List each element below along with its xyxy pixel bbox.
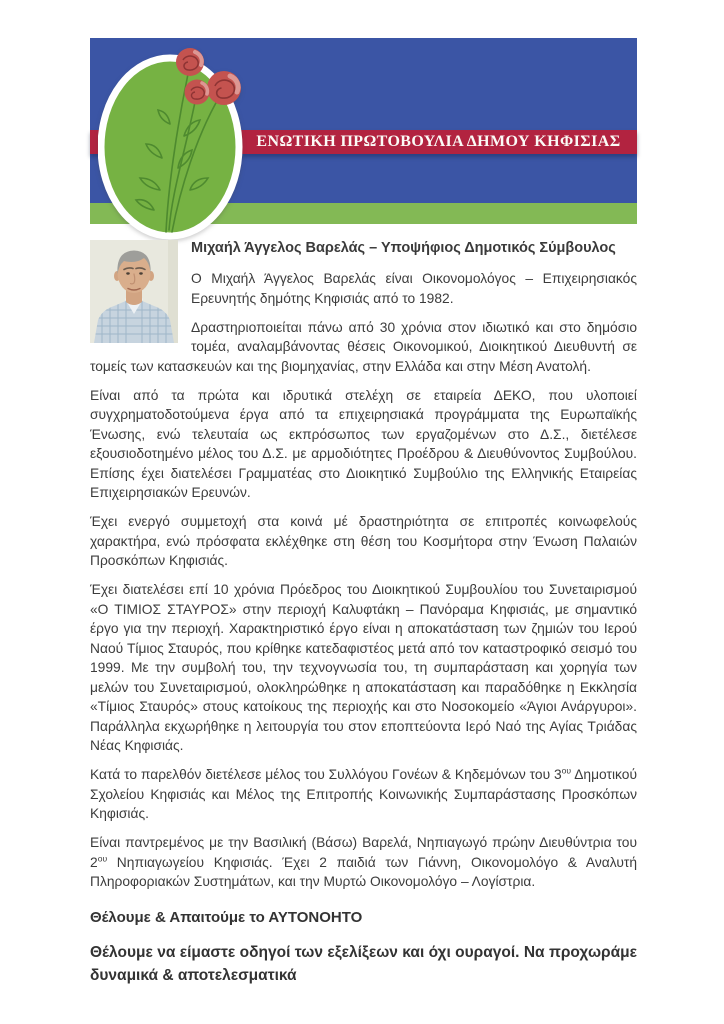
rose-icon — [207, 71, 241, 105]
bio-paragraph: Έχει διατελέσει επί 10 χρόνια Πρόεδρος του Διοικητικού Συμβουλίου του Συνεταιρισμού «Ο ΤΙΜΙΟΣ ΣΤΑΥΡΟΣ» στην περιοχή Καλυφτάκη – Πανόραμα Κηφισιάς, με σημαντικό έργο για την περιοχή. Χαρακτηριστικό έργο είναι η αποκατάσταση των ζημιών του Ιερού Ναού Τίμιος Σταυρός, που κρίθηκε κατεδαφιστέος μετά από τον καταστροφικό σεισμό του 1999. Με την συμβολή του, την τεχνογνωσία του, τη συμπαράσταση και χορηγία των μελών του Συνεταιρισμού, ολοκληρώθηκε η αποκατάσταση και παραδόθηκε η Εκκλησία «Τίμιος Σταυρός» στους κατοίκους της περιοχής και στο Νοσοκομείο «Άγιοι Ανάργυροι». Παράλληλα εκχωρήθηκε η λειτουργία του στον εποπτεύοντα Ιερό Ναό της Αγίας Τριάδας Νέας Κηφισιάς. — [90, 582, 637, 753]
candidate-title: Μιχαήλ Άγγελος Βαρελάς – Υποψήφιος Δημοτικός Σύμβουλος — [191, 240, 616, 256]
roses-logo-icon — [98, 40, 248, 240]
party-name: ΕΝΩΤΙΚΗ ΠΡΩΤΟΒΟΥΛΙΑ ΔΗΜΟΥ ΚΗΦΙΣΙΑΣ — [256, 133, 621, 150]
rose-icon — [185, 80, 210, 105]
biography-section — [90, 238, 637, 987]
bio-paragraph: Ο Μιχαήλ Άγγελος Βαρελάς είναι Οικονομολόγος – Επιχειρησιακός Ερευνητής δημότης Κηφισιάς από το 1982. — [191, 271, 637, 306]
bio-paragraph: Έχει ενεργό συμμετοχή στα κοινά μέ δραστηριότητα σε επιτροπές κοινωφελούς χαρακτήρα, ενώ πρόσφατα εκλέχθηκε στη θέση του Κοσμήτορα στην Ένωση Παλαιών Προσκόπων Κηφισιάς. — [90, 514, 637, 568]
bio-paragraphs — [90, 269, 637, 892]
ordinal-superscript: ου — [97, 852, 108, 863]
ordinal-superscript: ου — [561, 765, 572, 776]
rose-icon — [176, 48, 204, 76]
bio-paragraph: Κατά το παρελθόν διετέλεσε μέλος του Συλλόγου Γονέων & Κηδεμόνων του $3^{o\upsilon}$ Δημοτικού Σχολείου Κηφισιάς και Μέλος της Επιτροπής Κοινωνικής Συμπαράστασης Προσκόπων Κηφισιάς. — [90, 765, 637, 821]
bio-paragraph: Είναι παντρεμένος με την Βασιλική (Βάσω) Βαρελά, Νηπιαγωγό πρώην Διευθύντρια του $2^{o\upsilon}$ Νηπιαγωγείου Κηφισιάς. Έχει 2 παιδιά των Γιάννη, Οικονομολόγο & Αναλυτή Πληροφοριακών Συστημάτων, και την Μυρτώ Οικονομολόγο – Λογίστρια. — [90, 835, 637, 889]
closing-heading-1: Θέλουμε & Απαιτούμε το ΑΥΤΟΝΟΗΤΟ — [90, 908, 363, 926]
bio-paragraph: Δραστηριοποιείται πάνω από 30 χρόνια στον ιδιωτικό και στο δημόσιο τομέα, αναλαμβάνοντας θέσεις Οικονομικού, Διοικητικού Διευθυντή σε τομείς των κατασκευών και της βιομηχανίας, στην Ελλάδα και στην Μέση Ανατολή. — [90, 319, 637, 374]
bio-paragraph: Είναι από τα πρώτα και ιδρυτικά στελέχη σε εταιρεία ΔΕΚΟ, που υλοποιεί συγχρηματοδοτούμενα έργα από τα επιχειρησιακά προγράμματα της Ευρωπαϊκής Ένωσης, ενώ τελευταία ως εκπρόσωπος των εργαζομένων στο Δ.Σ., διετέλεσε εξουσιοδοτημένο μέλος του Δ.Σ. με αρμοδιότητες Προέδρου & Διευθύνοντος Συμβούλου. Επίσης έχει διατελέσει Γραμματέας στο Διοικητικό Συμβούλιο της Ελληνικής Εταιρείας Επιχειρησιακών Ερευνών. — [90, 387, 637, 500]
candidate-photo — [90, 240, 178, 343]
party-banner — [90, 38, 637, 224]
closing-heading-2: Θέλουμε να είμαστε οδηγοί των εξελίξεων και όχι ουραγοί. Να προχωράμε δυναμικά & αποτελεσματικά — [90, 943, 637, 984]
